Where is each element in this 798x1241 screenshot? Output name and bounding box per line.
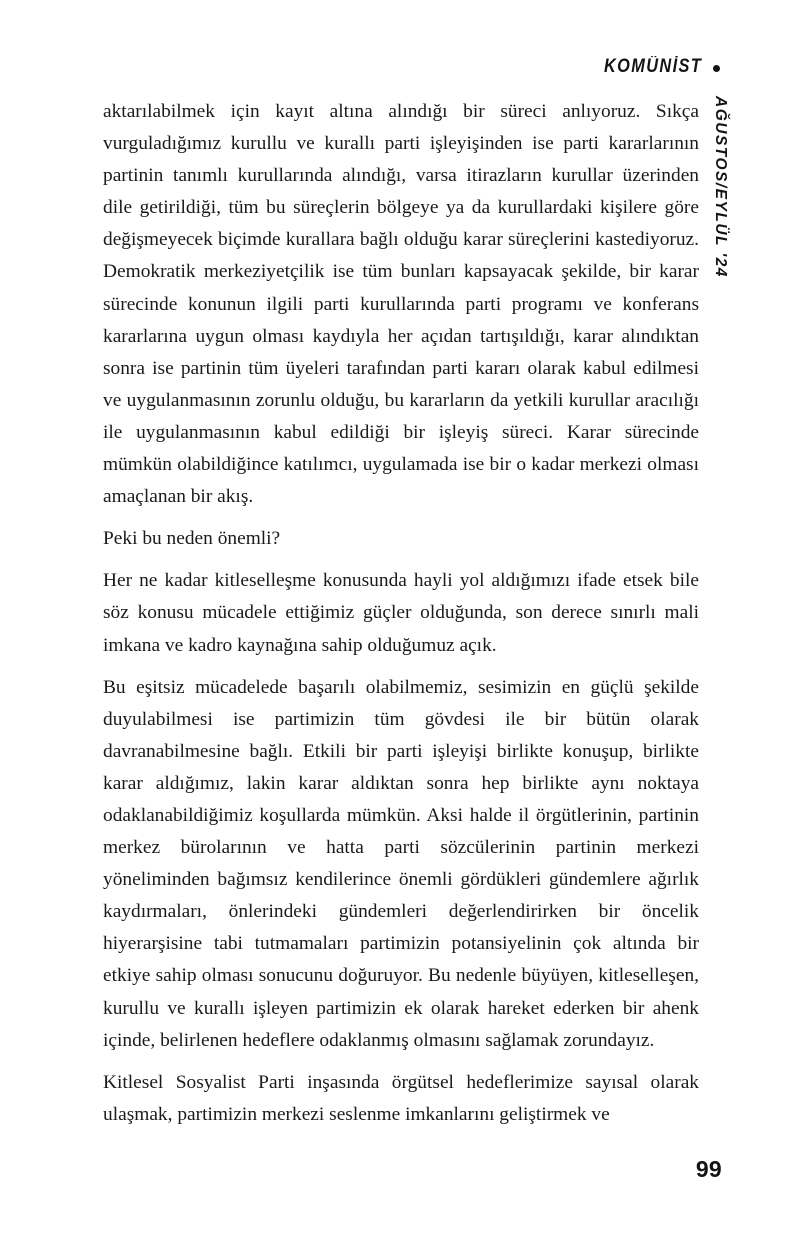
publication-title: KOMÜNİST — [603, 56, 702, 77]
bullet-dot-icon — [713, 65, 720, 72]
issue-date-label: AĞUSTOS/EYLÜL '24 — [712, 96, 729, 278]
running-header — [588, 56, 720, 78]
issue-date-stamp — [712, 96, 742, 306]
page-number: 99 — [695, 1156, 722, 1182]
paragraph: aktarılabilmek için kayıt altına alındığı bir süreci anlıyoruz. Sıkça vurguladığımız kurullu ve kurallı parti işleyişinden ise parti kararlarının partinin tanımlı kurullarında alındığı, varsa itirazların kurullar üzerinden dile getirildiği, tüm bu süreçlerin bölgeye ya da kurullardaki kişilere göre değişmeyecek biçimde kurallara bağlı olduğu karar süreçlerini kastediyoruz. Demokratik merkeziyetçilik ise tüm bunları kapsayacak şekilde, bir karar sürecinde konunun ilgili parti kurullarında parti programı ve konferans kararlarına uygun olması kaydıyla her açıdan tartışıldığı, karar alındıktan sonra ise partinin tüm üyeleri tarafından parti kararı olarak kabul edilmesi ve uygulanmasının zorunlu olduğu, bu kararların da yetkili kurullar aracılığı ile uygulanmasının kabul edildiği bir işleyiş süreci. Karar sürecinde mümkün olabildiğince katılımcı, uygulamada ise bir o kadar merkezi olması amaçlanan bir akış. — [103, 101, 699, 508]
paragraph: Her ne kadar kitleselleşme konusunda hayli yol aldığımızı ifade etsek bile söz konusu mücadele ettiğimiz güçler olduğunda, son derece sınırlı mali imkana ve kadro kaynağına sahip olduğumuz açık. — [103, 570, 699, 656]
paragraph: Bu eşitsiz mücadelede başarılı olabilmemiz, sesimizin en güçlü şekilde duyulabilmesi ise partimizin tüm gövdesi ile bir bütün olarak davranabilmesine bağlı. Etkili bir parti işleyişi birlikte konuşup, birlikte karar aldığımız, lakin karar aldıktan sonra hep birlikte aynı noktaya odaklanabildiğimiz koşullarda mümkün. Aksi halde il örgütlerinin, partinin merkez bürolarının ve hatta parti sözcülerinin partinin merkezi yöneliminden bağımsız kendilerince önemli gördükleri gündemlere ağırlık kaydırmaları, önlerindeki gündemleri değerlendirirken bir öncelik hiyerarşisine tabi tutmamaları partimizin potansiyelinin çok altında bir etkiye sahip olması sonucunu doğuruyor. Bu nedenle büyüyen, kitleselleşen, kurullu ve kurallı işleyen partimizin ek olarak hareket ederken bir ahenk içinde, belirlenen hedeflere odaklanmış olmasını sağlamak zorundayız. — [103, 676, 699, 1051]
paragraph: Kitlesel Sosyalist Parti inşasında örgütsel hedeflerimize sayısal olarak ulaşmak, partimizin merkezi seslenme imkanlarını geliştirmek ve — [103, 1071, 699, 1125]
paragraph: Peki bu neden önemli? — [103, 528, 281, 550]
body-text-column — [103, 96, 699, 1131]
